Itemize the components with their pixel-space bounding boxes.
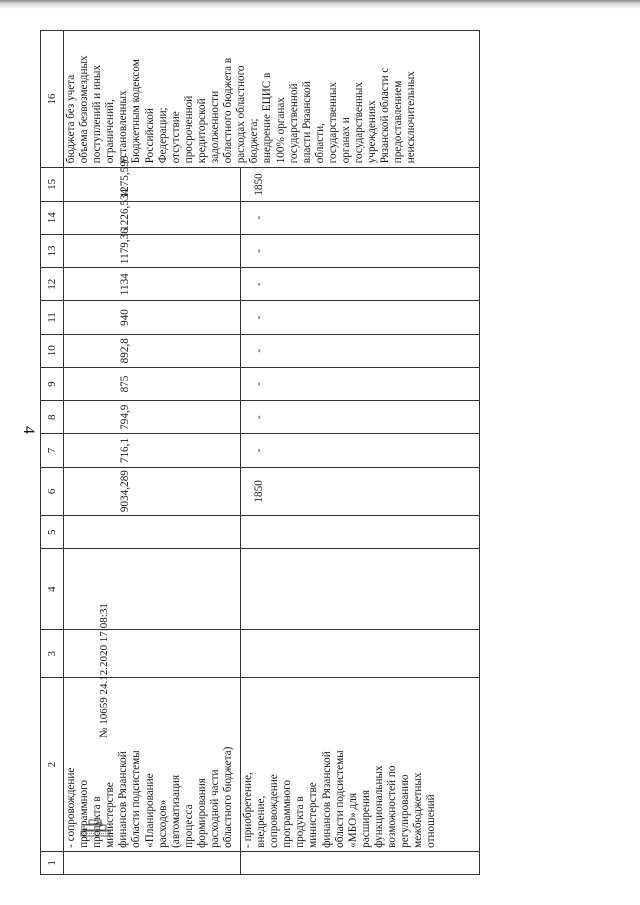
col-header: 7 — [41, 434, 64, 467]
cell-year: - — [241, 434, 480, 467]
col-header: 4 — [41, 549, 64, 630]
col-header: 16 — [41, 31, 64, 168]
col-header: 11 — [41, 301, 64, 334]
cell-col1 — [241, 851, 480, 874]
col-header: 15 — [41, 168, 64, 201]
cell-col5 — [64, 516, 241, 549]
table-sheet — [40, 30, 480, 875]
cell-col3 — [64, 629, 241, 677]
col-header: 8 — [41, 401, 64, 434]
col-header: 10 — [41, 334, 64, 367]
cell-total: 1850 — [241, 467, 480, 515]
program-table — [40, 30, 480, 875]
cell-year: 1275,595 — [64, 168, 241, 201]
cell-year: - — [241, 234, 480, 267]
col-header: 3 — [41, 629, 64, 677]
cell-total: 9034,289 — [64, 467, 241, 515]
col-header: 5 — [41, 516, 64, 549]
header-row — [41, 31, 64, 875]
cell-col5 — [241, 516, 480, 549]
cell-year: 892,8 — [64, 334, 241, 367]
scan-top-edge — [0, 0, 640, 9]
cell-year: 1850 — [241, 168, 480, 201]
table-row — [64, 31, 241, 875]
cell-year: - — [241, 201, 480, 234]
cell-col1 — [64, 851, 241, 874]
col-header: 6 — [41, 467, 64, 515]
cell-col4 — [241, 549, 480, 630]
col-header: 9 — [41, 367, 64, 400]
cell-year: - — [241, 301, 480, 334]
cell-year: - — [241, 268, 480, 301]
cell-description: - сопровождение программного продукта в министерстве финансов Рязанской области подсистемы «Планирование расходов» (автоматизация процесса формирования расходной части областного бюджета) — [64, 678, 241, 851]
registry-stamp-icon — [80, 818, 110, 838]
cell-year: 1179,36 — [64, 234, 241, 267]
col-header: 1 — [41, 851, 64, 874]
cell-col3 — [241, 629, 480, 677]
cell-year: - — [241, 334, 480, 367]
cell-description: - приобретение, внедрение, сопровождение программного продукта в министерстве финансов Рязанской области подсистемы «МБО» для расширения функциональных возможностей по регулированию межбюджетных отношений — [241, 678, 480, 851]
rotated-table-area — [40, 30, 480, 875]
cell-year: 794,9 — [64, 401, 241, 434]
cell-col4 — [64, 549, 241, 630]
cell-year: 1226,534 — [64, 201, 241, 234]
cell-indicators: бюджета без учета объема безвозмездных поступлений и иных ограничений, установленных Бюджетным кодексом Российской Федерации; отсутствие просроченной кредиторской задолженности областного бюджета в расходах областного бюджета; внедрение ЕЦИС в 100% органах государственной власти Рязанской области, государственных органах и государственных учреждениях Рязанской области с предоставлением неисключительных — [64, 31, 480, 168]
col-header: 2 — [41, 678, 64, 851]
page-number: 4 — [20, 426, 37, 434]
cell-year: - — [241, 367, 480, 400]
col-header: 14 — [41, 201, 64, 234]
cell-year: - — [241, 401, 480, 434]
cell-year: 940 — [64, 301, 241, 334]
document-footer: № 10659 24.12.2020 17:08:31 — [98, 603, 110, 738]
cell-year: 875 — [64, 367, 241, 400]
col-header: 13 — [41, 234, 64, 267]
cell-year: 716,1 — [64, 434, 241, 467]
col-header: 12 — [41, 268, 64, 301]
cell-year: 1134 — [64, 268, 241, 301]
